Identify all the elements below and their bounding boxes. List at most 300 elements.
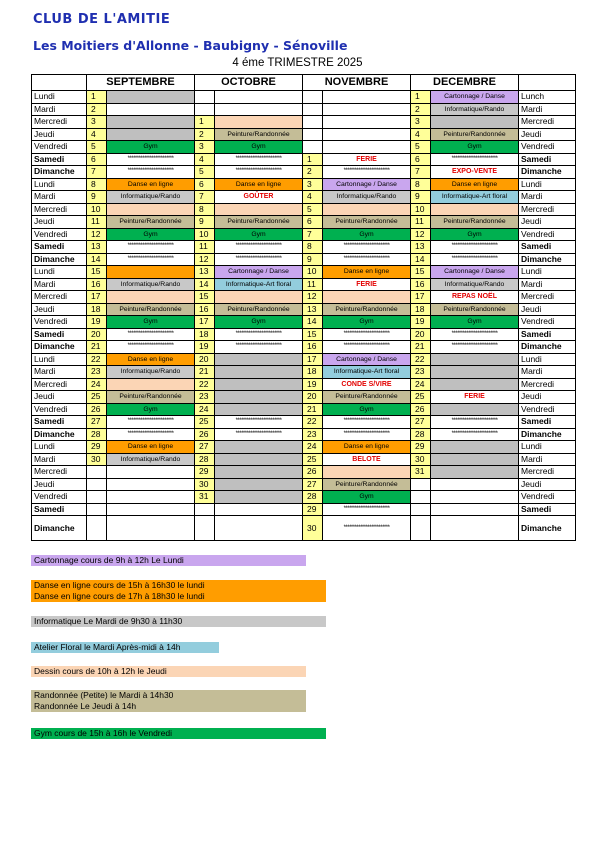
activity-cell-december: ************************* xyxy=(431,416,519,429)
day-number-october: 16 xyxy=(195,303,215,316)
legend-text: Gym cours de 15h à 16h le Vendredi xyxy=(34,728,172,738)
activity-cell-december: REPAS NOËL xyxy=(431,291,519,304)
activity-cell-december: Peinture/Randonnée xyxy=(431,303,519,316)
weekday-label: Mardi xyxy=(32,191,87,204)
legend-item xyxy=(31,728,326,739)
weekday-label: Mercredi xyxy=(32,378,87,391)
day-number-october: 19 xyxy=(195,341,215,354)
weekday-label: Lundi xyxy=(32,441,87,454)
day-number-september: 7 xyxy=(87,166,107,179)
activity-cell-december: ************************* xyxy=(431,341,519,354)
activity-cell-november: Cartonnage / Danse xyxy=(323,353,411,366)
day-number-december: 18 xyxy=(411,303,431,316)
activity-cell-november: ************************* xyxy=(323,428,411,441)
day-number-december: 3 xyxy=(411,116,431,129)
weekday-label: Mercredi xyxy=(32,116,87,129)
day-number-september xyxy=(87,478,107,491)
day-number-october: 7 xyxy=(195,191,215,204)
day-number-september: 12 xyxy=(87,228,107,241)
activity-cell-december xyxy=(431,466,519,479)
activity-cell-november xyxy=(323,91,411,104)
day-number-october: 1 xyxy=(195,116,215,129)
activity-cell-september: Informatique/Rando xyxy=(107,278,195,291)
weekday-label-right: Samedi xyxy=(519,416,576,429)
activity-cell-september: Informatique/Rando xyxy=(107,453,195,466)
day-number-october: 6 xyxy=(195,178,215,191)
weekday-label: Jeudi xyxy=(32,478,87,491)
calendar-row xyxy=(32,303,576,316)
header-blank xyxy=(32,75,87,91)
calendar-row xyxy=(32,141,576,154)
weekday-label-right: Samedi xyxy=(519,328,576,341)
weekday-label: Mardi xyxy=(32,453,87,466)
weekday-label-right: Vendredi xyxy=(519,141,576,154)
activity-cell-december xyxy=(431,453,519,466)
activity-cell-october xyxy=(215,116,303,129)
weekday-label: Mercredi xyxy=(32,466,87,479)
activity-cell-september: ************************* xyxy=(107,328,195,341)
legend-text: Randonnée (Petite) le Mardi à 14h30 xyxy=(34,690,174,700)
activity-cell-november xyxy=(323,116,411,129)
activity-cell-october: ************************* xyxy=(215,416,303,429)
weekday-label-right: Mercredi xyxy=(519,466,576,479)
day-number-november: 15 xyxy=(303,328,323,341)
day-number-december: 9 xyxy=(411,191,431,204)
legend-text: Danse en ligne cours de 15h à 16h30 le lundi xyxy=(34,580,205,590)
day-number-december: 29 xyxy=(411,441,431,454)
day-number-november xyxy=(303,116,323,129)
weekday-label: Jeudi xyxy=(32,216,87,229)
activity-cell-october: ************************* xyxy=(215,153,303,166)
weekday-label: Jeudi xyxy=(32,391,87,404)
day-number-november: 24 xyxy=(303,441,323,454)
activity-cell-september xyxy=(107,491,195,504)
calendar-row xyxy=(32,241,576,254)
calendar-table xyxy=(31,74,576,541)
weekday-label: Samedi xyxy=(32,503,87,516)
day-number-december: 11 xyxy=(411,216,431,229)
weekday-label: Dimanche xyxy=(32,428,87,441)
activity-cell-november: Gym xyxy=(323,316,411,329)
activity-cell-october xyxy=(215,103,303,116)
activity-cell-september xyxy=(107,128,195,141)
activity-cell-november xyxy=(323,291,411,304)
calendar-row xyxy=(32,453,576,466)
activity-cell-december: ************************* xyxy=(431,328,519,341)
weekday-label-right: Mardi xyxy=(519,453,576,466)
weekday-label: Lundi xyxy=(32,178,87,191)
day-number-october xyxy=(195,503,215,516)
activity-cell-september xyxy=(107,466,195,479)
activity-cell-september: Danse en ligne xyxy=(107,353,195,366)
weekday-label: Dimanche xyxy=(32,516,87,541)
day-number-december: 30 xyxy=(411,453,431,466)
day-number-december xyxy=(411,491,431,504)
activity-cell-october: Peinture/Randonnée xyxy=(215,128,303,141)
weekday-label-right: Mardi xyxy=(519,103,576,116)
activity-cell-october: ************************* xyxy=(215,341,303,354)
weekday-label: Dimanche xyxy=(32,253,87,266)
month-header-row xyxy=(32,75,576,91)
weekday-label-right: Samedi xyxy=(519,241,576,254)
calendar-row xyxy=(32,203,576,216)
day-number-october: 13 xyxy=(195,266,215,279)
activity-cell-october: Peinture/Randonnée xyxy=(215,303,303,316)
day-number-december: 25 xyxy=(411,391,431,404)
calendar-row xyxy=(32,491,576,504)
day-number-december: 26 xyxy=(411,403,431,416)
day-number-september: 14 xyxy=(87,253,107,266)
activity-cell-september: Peinture/Randonnée xyxy=(107,391,195,404)
day-number-december: 8 xyxy=(411,178,431,191)
day-number-october: 12 xyxy=(195,253,215,266)
calendar-row xyxy=(32,166,576,179)
calendar-row xyxy=(32,228,576,241)
calendar-row xyxy=(32,353,576,366)
activity-cell-october: ************************* xyxy=(215,253,303,266)
month-november: NOVEMBRE xyxy=(303,75,411,91)
activity-cell-november: Gym xyxy=(323,403,411,416)
activity-cell-october: Cartonnage / Danse xyxy=(215,266,303,279)
day-number-october: 23 xyxy=(195,391,215,404)
weekday-label-right: Jeudi xyxy=(519,303,576,316)
weekday-label: Samedi xyxy=(32,328,87,341)
activity-cell-november: ************************* xyxy=(323,328,411,341)
day-number-september: 15 xyxy=(87,266,107,279)
activity-cell-december: Danse en ligne xyxy=(431,178,519,191)
activity-cell-november: FERIE xyxy=(323,153,411,166)
day-number-october: 9 xyxy=(195,216,215,229)
activity-cell-november: FERIE xyxy=(323,278,411,291)
activity-cell-october: Gym xyxy=(215,228,303,241)
activity-cell-october: ************************* xyxy=(215,241,303,254)
month-december: DECEMBRE xyxy=(411,75,519,91)
day-number-december: 10 xyxy=(411,203,431,216)
club-location: Les Moitiers d'Allonne - Baubigny - Sénoville xyxy=(33,38,348,53)
activity-cell-october xyxy=(215,491,303,504)
day-number-november: 27 xyxy=(303,478,323,491)
weekday-label-right: Lundi xyxy=(519,266,576,279)
activity-cell-september: ************************* xyxy=(107,241,195,254)
day-number-september: 2 xyxy=(87,103,107,116)
activity-cell-december xyxy=(431,366,519,379)
activity-cell-december: Cartonnage / Danse xyxy=(431,91,519,104)
weekday-label: Vendredi xyxy=(32,141,87,154)
calendar-row xyxy=(32,316,576,329)
activity-cell-november: Gym xyxy=(323,491,411,504)
calendar-row xyxy=(32,278,576,291)
activity-cell-october: Gym xyxy=(215,141,303,154)
day-number-october: 22 xyxy=(195,378,215,391)
activity-cell-november: ************************* xyxy=(323,253,411,266)
activity-cell-december xyxy=(431,353,519,366)
day-number-december: 5 xyxy=(411,141,431,154)
day-number-september xyxy=(87,466,107,479)
activity-cell-september xyxy=(107,516,195,541)
weekday-label-right: Jeudi xyxy=(519,391,576,404)
activity-cell-october: Gym xyxy=(215,316,303,329)
weekday-label: Samedi xyxy=(32,241,87,254)
weekday-label: Vendredi xyxy=(32,316,87,329)
activity-cell-september xyxy=(107,91,195,104)
day-number-december: 7 xyxy=(411,166,431,179)
day-number-november: 17 xyxy=(303,353,323,366)
activity-cell-november: CONDE S/VIRE xyxy=(323,378,411,391)
weekday-label-right: Lundi xyxy=(519,441,576,454)
day-number-november xyxy=(303,141,323,154)
calendar-row xyxy=(32,516,576,541)
activity-cell-november: Informatique-Art floral xyxy=(323,366,411,379)
activity-cell-october xyxy=(215,403,303,416)
activity-cell-september xyxy=(107,116,195,129)
day-number-november: 5 xyxy=(303,203,323,216)
activity-cell-november xyxy=(323,203,411,216)
calendar-row xyxy=(32,478,576,491)
day-number-september: 10 xyxy=(87,203,107,216)
weekday-label-right: Dimanche xyxy=(519,166,576,179)
calendar-row xyxy=(32,441,576,454)
calendar-row xyxy=(32,116,576,129)
activity-cell-december: Gym xyxy=(431,228,519,241)
day-number-september: 6 xyxy=(87,153,107,166)
day-number-september: 21 xyxy=(87,341,107,354)
weekday-label: Samedi xyxy=(32,153,87,166)
weekday-label: Mardi xyxy=(32,278,87,291)
activity-cell-november: Gym xyxy=(323,228,411,241)
day-number-december: 21 xyxy=(411,341,431,354)
activity-cell-october xyxy=(215,478,303,491)
weekday-label-right: Samedi xyxy=(519,503,576,516)
day-number-october: 29 xyxy=(195,466,215,479)
weekday-label-right: Lundi xyxy=(519,178,576,191)
legend-text: Atelier Floral le Mardi Après-midi à 14h xyxy=(34,642,181,652)
activity-cell-september: ************************* xyxy=(107,166,195,179)
calendar-row xyxy=(32,366,576,379)
day-number-november: 2 xyxy=(303,166,323,179)
trimester-title: 4 éme TRIMESTRE 2025 xyxy=(232,57,363,69)
weekday-label: Mardi xyxy=(32,103,87,116)
activity-cell-october xyxy=(215,453,303,466)
activity-cell-september xyxy=(107,503,195,516)
day-number-september: 11 xyxy=(87,216,107,229)
calendar-row xyxy=(32,253,576,266)
legend-item xyxy=(31,690,306,712)
day-number-november: 19 xyxy=(303,378,323,391)
activity-cell-november: Informatique/Rando xyxy=(323,191,411,204)
day-number-september: 24 xyxy=(87,378,107,391)
day-number-november: 14 xyxy=(303,316,323,329)
activity-cell-october xyxy=(215,378,303,391)
day-number-november: 6 xyxy=(303,216,323,229)
activity-cell-november: ************************* xyxy=(323,516,411,541)
activity-cell-october: ************************* xyxy=(215,166,303,179)
legend-text: Informatique Le Mardi de 9h30 à 11h30 xyxy=(34,616,183,626)
weekday-label: Mercredi xyxy=(32,291,87,304)
weekday-label-right: Jeudi xyxy=(519,478,576,491)
day-number-november: 29 xyxy=(303,503,323,516)
activity-cell-december xyxy=(431,378,519,391)
activity-cell-september xyxy=(107,478,195,491)
day-number-october: 20 xyxy=(195,353,215,366)
day-number-september: 17 xyxy=(87,291,107,304)
activity-cell-december: ************************* xyxy=(431,241,519,254)
day-number-september: 27 xyxy=(87,416,107,429)
calendar-row xyxy=(32,191,576,204)
legend-item xyxy=(31,666,306,677)
activity-cell-november: Peinture/Randonnée xyxy=(323,478,411,491)
activity-cell-october xyxy=(215,516,303,541)
calendar-row xyxy=(32,128,576,141)
day-number-october: 5 xyxy=(195,166,215,179)
activity-cell-october xyxy=(215,366,303,379)
weekday-label-right: Lunch xyxy=(519,91,576,104)
day-number-october: 2 xyxy=(195,128,215,141)
activity-cell-december xyxy=(431,478,519,491)
weekday-label: Lundi xyxy=(32,91,87,104)
day-number-november: 28 xyxy=(303,491,323,504)
activity-cell-december xyxy=(431,403,519,416)
day-number-december: 19 xyxy=(411,316,431,329)
legend-text: Cartonnage cours de 9h à 12h Le Lundi xyxy=(34,555,184,565)
day-number-september: 19 xyxy=(87,316,107,329)
day-number-november: 26 xyxy=(303,466,323,479)
calendar-row xyxy=(32,103,576,116)
weekday-label: Mercredi xyxy=(32,203,87,216)
weekday-label-right: Dimanche xyxy=(519,516,576,541)
calendar-row xyxy=(32,391,576,404)
calendar-row xyxy=(32,503,576,516)
day-number-december: 16 xyxy=(411,278,431,291)
day-number-november: 20 xyxy=(303,391,323,404)
activity-cell-december xyxy=(431,516,519,541)
legend-item xyxy=(31,642,219,653)
day-number-october: 3 xyxy=(195,141,215,154)
activity-cell-september: Gym xyxy=(107,403,195,416)
activity-cell-december xyxy=(431,503,519,516)
calendar-row xyxy=(32,403,576,416)
legend-item xyxy=(31,555,306,566)
month-september: SEPTEMBRE xyxy=(87,75,195,91)
activity-cell-september: Danse en ligne xyxy=(107,441,195,454)
day-number-december: 27 xyxy=(411,416,431,429)
day-number-october: 8 xyxy=(195,203,215,216)
activity-cell-november xyxy=(323,103,411,116)
activity-cell-december xyxy=(431,491,519,504)
calendar-row xyxy=(32,466,576,479)
weekday-label-right: Mercredi xyxy=(519,378,576,391)
day-number-october xyxy=(195,103,215,116)
activity-cell-december: Informatique/Rando xyxy=(431,103,519,116)
activity-cell-november: ************************* xyxy=(323,341,411,354)
day-number-october: 15 xyxy=(195,291,215,304)
month-october: OCTOBRE xyxy=(195,75,303,91)
day-number-september xyxy=(87,491,107,504)
day-number-december: 2 xyxy=(411,103,431,116)
day-number-october xyxy=(195,516,215,541)
weekday-label: Samedi xyxy=(32,416,87,429)
calendar-row xyxy=(32,328,576,341)
calendar-row xyxy=(32,416,576,429)
activity-cell-october: ************************* xyxy=(215,428,303,441)
day-number-october: 11 xyxy=(195,241,215,254)
activity-cell-october xyxy=(215,203,303,216)
activity-cell-october: ************************* xyxy=(215,328,303,341)
day-number-november: 21 xyxy=(303,403,323,416)
activity-cell-september: Peinture/Randonnée xyxy=(107,303,195,316)
day-number-september: 20 xyxy=(87,328,107,341)
day-number-september: 28 xyxy=(87,428,107,441)
day-number-november: 3 xyxy=(303,178,323,191)
day-number-september: 29 xyxy=(87,441,107,454)
weekday-label-right: Mercredi xyxy=(519,203,576,216)
day-number-september: 16 xyxy=(87,278,107,291)
day-number-december xyxy=(411,516,431,541)
day-number-november: 13 xyxy=(303,303,323,316)
day-number-november: 9 xyxy=(303,253,323,266)
day-number-december: 20 xyxy=(411,328,431,341)
activity-cell-november xyxy=(323,128,411,141)
day-number-october: 24 xyxy=(195,403,215,416)
day-number-november: 22 xyxy=(303,416,323,429)
club-title: CLUB DE L'AMITIE xyxy=(33,12,171,27)
day-number-november: 12 xyxy=(303,291,323,304)
weekday-label: Vendredi xyxy=(32,491,87,504)
calendar-row xyxy=(32,178,576,191)
activity-cell-september xyxy=(107,291,195,304)
activity-cell-november: Peinture/Randonnée xyxy=(323,216,411,229)
activity-cell-october xyxy=(215,353,303,366)
activity-cell-october xyxy=(215,503,303,516)
day-number-december: 4 xyxy=(411,128,431,141)
activity-cell-september: Gym xyxy=(107,316,195,329)
weekday-label: Dimanche xyxy=(32,166,87,179)
day-number-november: 7 xyxy=(303,228,323,241)
day-number-september: 22 xyxy=(87,353,107,366)
weekday-label-right: Mardi xyxy=(519,366,576,379)
activity-cell-september: Danse en ligne xyxy=(107,178,195,191)
day-number-october: 10 xyxy=(195,228,215,241)
day-number-december: 13 xyxy=(411,241,431,254)
day-number-november xyxy=(303,128,323,141)
weekday-label-right: Vendredi xyxy=(519,491,576,504)
day-number-december: 15 xyxy=(411,266,431,279)
activity-cell-november: BELOTE xyxy=(323,453,411,466)
day-number-november: 23 xyxy=(303,428,323,441)
activity-cell-october: GOÛTER xyxy=(215,191,303,204)
legend-item xyxy=(31,616,326,627)
calendar-row xyxy=(32,341,576,354)
calendar-row xyxy=(32,216,576,229)
calendar-row xyxy=(32,91,576,104)
weekday-label-right: Vendredi xyxy=(519,316,576,329)
weekday-label: Vendredi xyxy=(32,228,87,241)
activity-cell-september: Peinture/Randonnée xyxy=(107,216,195,229)
activity-cell-december xyxy=(431,203,519,216)
activity-cell-october: Danse en ligne xyxy=(215,178,303,191)
activity-cell-december: Peinture/Randonnée xyxy=(431,216,519,229)
activity-cell-december: Gym xyxy=(431,316,519,329)
day-number-november: 25 xyxy=(303,453,323,466)
weekday-label-right: Jeudi xyxy=(519,216,576,229)
calendar-row xyxy=(32,153,576,166)
day-number-november: 18 xyxy=(303,366,323,379)
day-number-november xyxy=(303,103,323,116)
weekday-label-right: Mercredi xyxy=(519,116,576,129)
activity-cell-september: Gym xyxy=(107,141,195,154)
day-number-november: 1 xyxy=(303,153,323,166)
day-number-october: 14 xyxy=(195,278,215,291)
activity-cell-december: Informatique-Art floral xyxy=(431,191,519,204)
